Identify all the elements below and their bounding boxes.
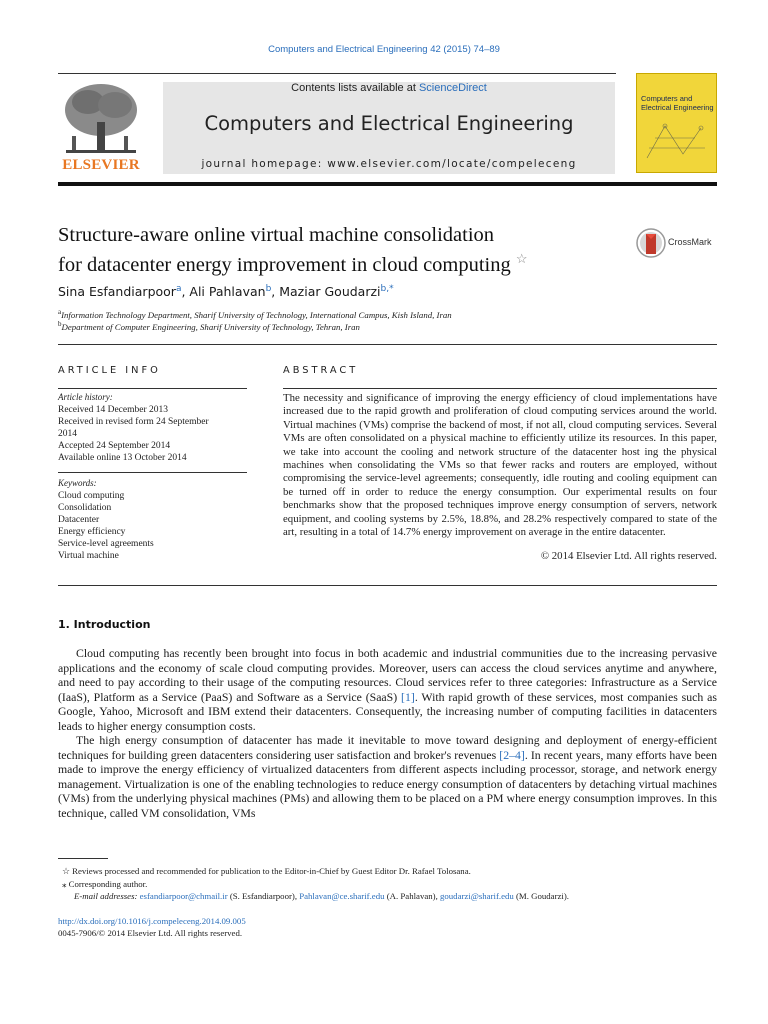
citation-link[interactable]: [1] <box>401 689 415 704</box>
paragraph-text: . With rapid growth of these services, most companies such as Google, Yahoo, Microsoft and IBM extend their datacenters. Consequently, the increasing number of computing facilities in datacenters leads to higher energy consumption costs. <box>58 689 717 733</box>
sciencedirect-link[interactable]: ScienceDirect <box>418 82 487 94</box>
author-name: Sina Esfandiarpoor <box>58 284 176 300</box>
homepage-prefix: journal homepage: <box>201 158 328 170</box>
footnote-text: Corresponding author. <box>68 879 148 889</box>
email-link[interactable]: goudarzi@sharif.edu <box>439 891 514 901</box>
footnote-corresponding <box>62 879 147 890</box>
title-line-2 <box>58 247 618 277</box>
abstract-end-rule <box>58 585 717 586</box>
affil-text: Information Technology Department, Sharif University of Technology, International Campus, Kish Island, Iran <box>61 309 452 320</box>
citation-link[interactable]: [2–4] <box>499 747 525 762</box>
footnote-editor <box>62 866 471 877</box>
history-item: 2014 <box>58 429 77 439</box>
article-info-heading: ARTICLE INFO <box>58 365 161 376</box>
keywords-list <box>58 490 248 562</box>
contents-prefix: Contents lists available at <box>291 82 419 94</box>
history-item: Accepted 24 September 2014 <box>58 441 171 451</box>
affil-sup: a <box>58 308 62 316</box>
body-paragraph <box>58 733 717 820</box>
journal-cover-image <box>636 73 717 173</box>
history-item: Received in revised form 24 September <box>58 417 209 427</box>
section-heading-introduction: 1. Introduction <box>58 618 151 631</box>
paragraph-text: . In recent years, many efforts have been made to improve the energy efficiency of virtualized datacenters from different aspects including processor, storage, and network energy management. Virtualization is one of the enabling technologies to reduce energy consumption of datacenters by detaching virtual machines (VMs) from the underlying physical machines (PMs) and allowing them to be placed on a PM where energy consumption improves. In this technique, called VM consolidation, VMs <box>58 747 717 820</box>
keyword-item: Virtual machine <box>58 551 119 561</box>
title-footnote-star[interactable]: ☆ <box>515 251 528 266</box>
crossmark-icon[interactable] <box>636 228 666 258</box>
paper-title <box>58 223 618 277</box>
elsevier-wordmark: ELSEVIER <box>62 157 140 173</box>
cover-title-line1: Computers and <box>641 94 693 103</box>
cover-title-line2: Electrical Engineering <box>641 103 714 112</box>
title-line-1: Structure-aware online virtual machine consolidation <box>58 224 495 246</box>
cover-title <box>641 94 715 112</box>
journal-reference-link[interactable]: Computers and Electrical Engineering 42 (2015) 74–89 <box>268 44 500 55</box>
author-list: Sina Esfandiarpoor$^a$, Ali Pahlavan$^b$, Maziar Goudarzi$^{b,*}$ <box>58 284 394 300</box>
footnote-rule <box>58 858 108 859</box>
journal-homepage <box>163 158 615 170</box>
keywords-rule <box>58 472 247 473</box>
email-owner: (M. Goudarzi). <box>513 891 569 901</box>
cover-graphic <box>645 118 709 164</box>
abstract-text: The necessity and significance of improving the energy efficiency of cloud implementations have increased due to the rapid growth and proliferation of cloud computing services around the world. Virtual machines (VMs) comprise the backend of most, if not all, cloud computing services. Several VMs are often consolidated on a physical machine to efficiently utilize its resources. In this paper, we take into account the cooling and network structure of the datacenter host ing the physical machines when consolidating the VMs so that fewer racks and routers are employed, without compromising the service-level agreements; consequently, idle routing and cooling equipment can be turned off in order to reduce the energy consumption. Our experimental results on four benchmarks show that the proposed techniques improve energy consumption of servers, network equipment, and cooling systems by 2.5%, 18.8%, and 28.2% respectively compared to state of the art, resulting in a total of 14.7% energy improvement on average in the entire datacenter. <box>283 392 717 539</box>
paragraph-text: Cloud computing has recently been brought into focus in both academic and industrial communities due to the increasing pervasive applications and the economy of scale cloud computing provides. Moreover, users can access the cloud services anytime and anywhere, and need to pay according to their usage of the computing resources. Cloud services refer to three categories: Infrastructure as a Service (IaaS), Platform as a Service (PaaS) and Software as a Service (SaaS) <box>58 646 717 704</box>
keyword-item: Energy efficiency <box>58 527 126 537</box>
author-affil-sup[interactable]: b <box>265 284 272 294</box>
email-link[interactable]: Pahlavan@ce.sharif.edu <box>299 891 385 901</box>
footnote-emails <box>74 891 569 901</box>
footnote-mark: ⁎ <box>62 879 67 889</box>
author-name: Ali Pahlavan <box>189 284 266 300</box>
affil-sup: b <box>58 320 62 328</box>
history-label: Article history: <box>58 392 113 402</box>
author-affil-sup[interactable]: b,* <box>380 284 394 294</box>
affil-text: Department of Computer Engineering, Sharif University of Technology, Tehran, Iran <box>61 321 360 332</box>
abstract-copyright: © 2014 Elsevier Ltd. All rights reserved. <box>540 550 717 562</box>
contents-line <box>163 82 615 94</box>
header-top-rule <box>58 73 616 74</box>
email-owner: (S. Esfandiarpoor), <box>227 891 300 901</box>
author-name: Maziar Goudarzi <box>279 284 381 300</box>
title-block-rule <box>58 344 717 345</box>
keywords-label: Keywords: <box>58 478 97 488</box>
keyword-item: Datacenter <box>58 515 100 525</box>
email-label: E-mail addresses: <box>74 891 140 901</box>
title-line-2-text: for datacenter energy improvement in cloud computing <box>58 253 511 276</box>
keyword-item: Consolidation <box>58 503 112 513</box>
journal-title: Computers and Electrical Engineering <box>204 112 574 135</box>
footnote-text: Reviews processed and recommended for publication to the Editor-in-Chief by Guest Editor Dr. Rafael Tolosana. <box>72 866 471 876</box>
info-rule <box>58 388 247 389</box>
doi-link[interactable]: http://dx.doi.org/10.1016/j.compeleceng.2014.09.005 <box>58 916 246 926</box>
issn-line: 0045-7906/© 2014 Elsevier Ltd. All rights reserved. <box>58 928 243 938</box>
footnote-mark: ☆ <box>62 866 70 876</box>
abstract-rule <box>283 388 717 389</box>
history-list <box>58 404 248 464</box>
email-link[interactable]: esfandiarpoor@chmail.ir <box>139 891 228 901</box>
keyword-item: Cloud computing <box>58 491 125 501</box>
history-item: Received 14 December 2013 <box>58 405 168 415</box>
header-thick-rule <box>58 182 717 186</box>
paragraph-text: The high energy consumption of datacenter has made it inevitable to move toward designing and deployment of energy-efficient techniques for building green datacenters considering user satisfaction and broker's revenues <box>58 733 717 762</box>
history-item: Available online 13 October 2014 <box>58 453 187 463</box>
body-paragraph <box>58 646 717 733</box>
crossmark-label[interactable]: CrossMark <box>668 237 712 247</box>
abstract-heading: ABSTRACT <box>283 365 359 376</box>
affiliation-a <box>58 308 452 320</box>
email-owner: (A. Pahlavan), <box>384 891 440 901</box>
keyword-item: Service-level agreements <box>58 539 154 549</box>
affiliation-b <box>58 320 360 332</box>
homepage-url-link[interactable]: www.elsevier.com/locate/compeleceng <box>327 158 577 170</box>
author-affil-sup[interactable]: a <box>175 284 182 294</box>
